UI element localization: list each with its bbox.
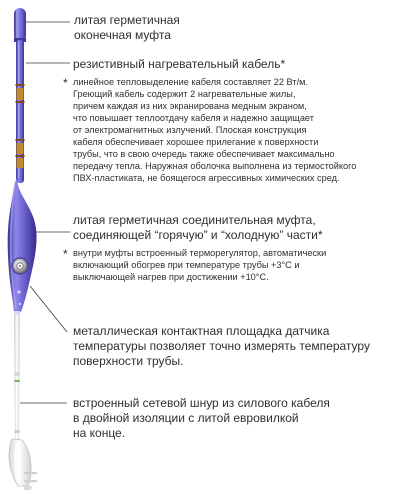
connection-coupling <box>8 178 37 312</box>
sensor-pad-icon <box>11 257 28 274</box>
sensor-pad-label: металлическая контактная площадка датчика температуры позволяет точно измерять температуру поверхности трубы. <box>73 324 370 368</box>
power-cord-label: встроенный сетевой шнур из силового кабеля в двойной изоляции с литой евровилкой на конце. <box>73 396 330 440</box>
connection-coupling-label: литая герметичная соединительная муфта, соединяющей “горячую” и “холодную” части* <box>73 213 323 242</box>
thermostat-note-marker: * <box>63 247 68 261</box>
thermostat-note: внутри муфты встроенный терморегулятор, автоматически включающий обогрев при температуре трубы +3°С и выключающей нагрев при достижении +10°С. <box>73 248 327 282</box>
end-coupling <box>14 8 26 42</box>
euro-plug-icon <box>9 439 37 490</box>
end-coupling-label: литая герметичная оконечная муфта <box>74 13 180 42</box>
heating-cable-label: резистивный нагревательный кабель* <box>73 57 286 71</box>
heating-cable-note: линейное тепловыделение кабеля составляет 22 Вт/м. Греющий кабель содержит 2 нагревательные жилы, причем каждая из них экранирована медным экраном, что повышает теплоотдачу кабеля и надежно защищает от электромагнитных излучений. Плоская конструкция кабеля обеспечивает хорошее прилегание к поверхности трубы, что в свою очередь также обеспечивает максимально передачу тепла. Наружная оболочка выполнена из термостойкого ПВХ-пластиката, не боящегося агрессивных химических сред. <box>73 77 357 183</box>
heating-cable <box>16 40 25 183</box>
power-cord <box>14 311 20 441</box>
heating-cable-note-marker: * <box>63 76 68 90</box>
